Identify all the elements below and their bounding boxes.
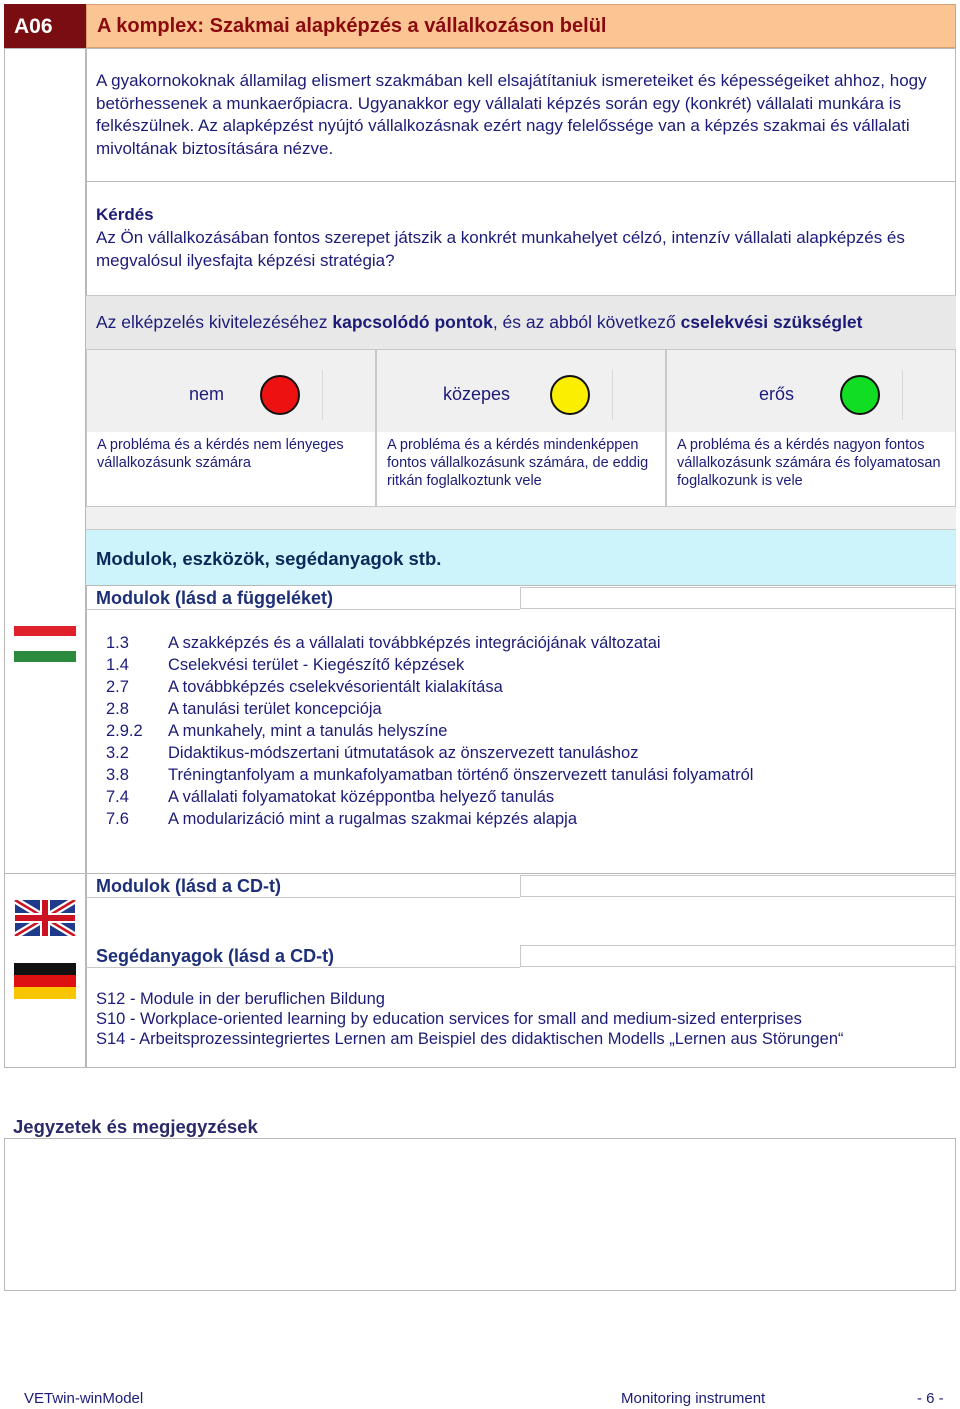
module-number: 3.2	[106, 744, 129, 762]
action-bar-bold: cselekvési szükséglet	[680, 312, 863, 332]
action-bar-bold: kapcsolódó pontok	[332, 312, 493, 332]
spacer-strip	[86, 507, 956, 530]
list-item[interactable]: S10 - Workplace-oriented learning by education services for small and medium-sized enterprises	[96, 1010, 802, 1028]
uk-flag-icon	[14, 900, 76, 936]
modules-appendix-heading: Modulok (lásd a függeléket)	[96, 588, 334, 608]
page-title: A komplex: Szakmai alapképzés a vállalkozáson belül	[86, 4, 956, 48]
question-title: Kérdés	[96, 205, 154, 224]
modules-section-title: Modulok, eszközök, segédanyagok stb.	[86, 530, 956, 586]
german-flag-icon	[14, 963, 76, 999]
list-item[interactable]	[106, 654, 753, 676]
module-title: Tréningtanfolyam a munkafolyamatban történő önszervezett tanulási folyamatról	[168, 766, 754, 784]
red-light-icon[interactable]	[260, 375, 300, 415]
module-list	[106, 632, 753, 830]
resource-list	[96, 989, 844, 1049]
module-title: A szakképzés és a vállalati továbbképzés integrációjának változatai	[168, 634, 661, 652]
module-title: A vállalati folyamatokat középpontba helyező tanulás	[168, 788, 555, 806]
divider	[86, 181, 956, 182]
rating-description: A probléma és a kérdés nagyon fontos vállalkozásunk számára és folyamatosan foglalkozunk is vele	[677, 437, 941, 489]
module-title: Didaktikus-módszertani útmutatások az önszervezett tanuláshoz	[168, 744, 639, 762]
rating-label: nem	[189, 384, 225, 404]
module-title: A modularizáció mint a rugalmas szakmai képzés alapja	[168, 810, 578, 828]
yellow-light-icon[interactable]	[550, 375, 590, 415]
intro-paragraph: A gyakornokoknak államilag elismert szakmában kell elsajátítaniuk ismereteiket és képességeiket ahhoz, hogy betörhessenek a munkaerőpiacra. Ugyanakkor egy vállalati képzés során egy (konkrét) vállalati munkára is felkészülnek. Az alapképzést nyújtó vállalkozásnak ezért nagy felelőssége van a képzés szakmai és vállalati mivoltának biztosítására nézve.	[96, 71, 927, 158]
rating-cell-medium[interactable]	[376, 349, 666, 507]
list-item[interactable]: S12 - Module in der beruflichen Bildung	[96, 990, 385, 1008]
list-item[interactable]	[106, 764, 753, 786]
resources-cd-heading: Segédanyagok (lásd a CD-t)	[96, 946, 335, 966]
list-item[interactable]	[106, 742, 753, 764]
list-item[interactable]	[106, 698, 753, 720]
notes-area[interactable]	[4, 1138, 956, 1291]
footer-center: Monitoring instrument	[621, 1390, 766, 1407]
module-number: 2.9.2	[106, 722, 143, 740]
module-title: A tanulási terület koncepciója	[168, 700, 382, 718]
page-number: - 6 -	[917, 1390, 944, 1407]
module-number: 7.6	[106, 810, 129, 828]
module-number: 2.7	[106, 678, 129, 696]
hungarian-flag-icon	[14, 626, 76, 662]
module-title: Cselekvési terület - Kiegészítő képzések	[168, 656, 465, 674]
rating-label: erős	[759, 384, 795, 404]
module-title: A továbbképzés cselekvésorientált kialakítása	[168, 678, 503, 696]
rating-description: A probléma és a kérdés mindenképpen fontos vállalkozásunk számára, de eddig ritkán foglalkoztunk vele	[387, 437, 649, 489]
module-number: 2.8	[106, 700, 129, 718]
list-item[interactable]	[106, 808, 753, 830]
list-item[interactable]: S14 - Arbeitsprozessintegriertes Lernen am Beispiel des didaktischen Modells „Lernen aus Störungen“	[96, 1030, 844, 1048]
action-need-bar	[86, 295, 956, 350]
section-code: A06	[4, 4, 86, 48]
notes-heading: Jegyzetek és megjegyzések	[13, 1116, 258, 1137]
module-number: 3.8	[106, 766, 129, 784]
rating-description: A probléma és a kérdés nem lényeges vállalkozásunk számára	[97, 437, 344, 471]
module-number: 1.4	[106, 656, 129, 674]
rating-label: közepes	[443, 384, 511, 404]
divider	[4, 873, 956, 874]
module-number: 1.3	[106, 634, 129, 652]
question-text: Az Ön vállalkozásában fontos szerepet játszik a konkrét munkahelyet célzó, intenzív vállalati alapképzés és megvalósul ilyesfajta képzési stratégia?	[96, 228, 905, 270]
list-item[interactable]	[106, 632, 753, 654]
list-item[interactable]	[106, 786, 753, 808]
action-bar-text: , és az abból következő	[492, 312, 681, 332]
list-item[interactable]	[106, 676, 753, 698]
module-number: 7.4	[106, 788, 129, 806]
module-title: A munkahely, mint a tanulás helyszíne	[168, 722, 448, 740]
green-light-icon[interactable]	[840, 375, 880, 415]
list-item[interactable]	[106, 720, 753, 742]
modules-cd-heading: Modulok (lásd a CD-t)	[96, 876, 281, 896]
action-bar-text: Az elképzelés kivitelezéséhez	[96, 312, 333, 332]
rating-cell-high[interactable]	[666, 349, 956, 507]
rating-cell-low[interactable]	[86, 349, 376, 507]
footer-left: VETwin-winModel	[24, 1390, 144, 1407]
